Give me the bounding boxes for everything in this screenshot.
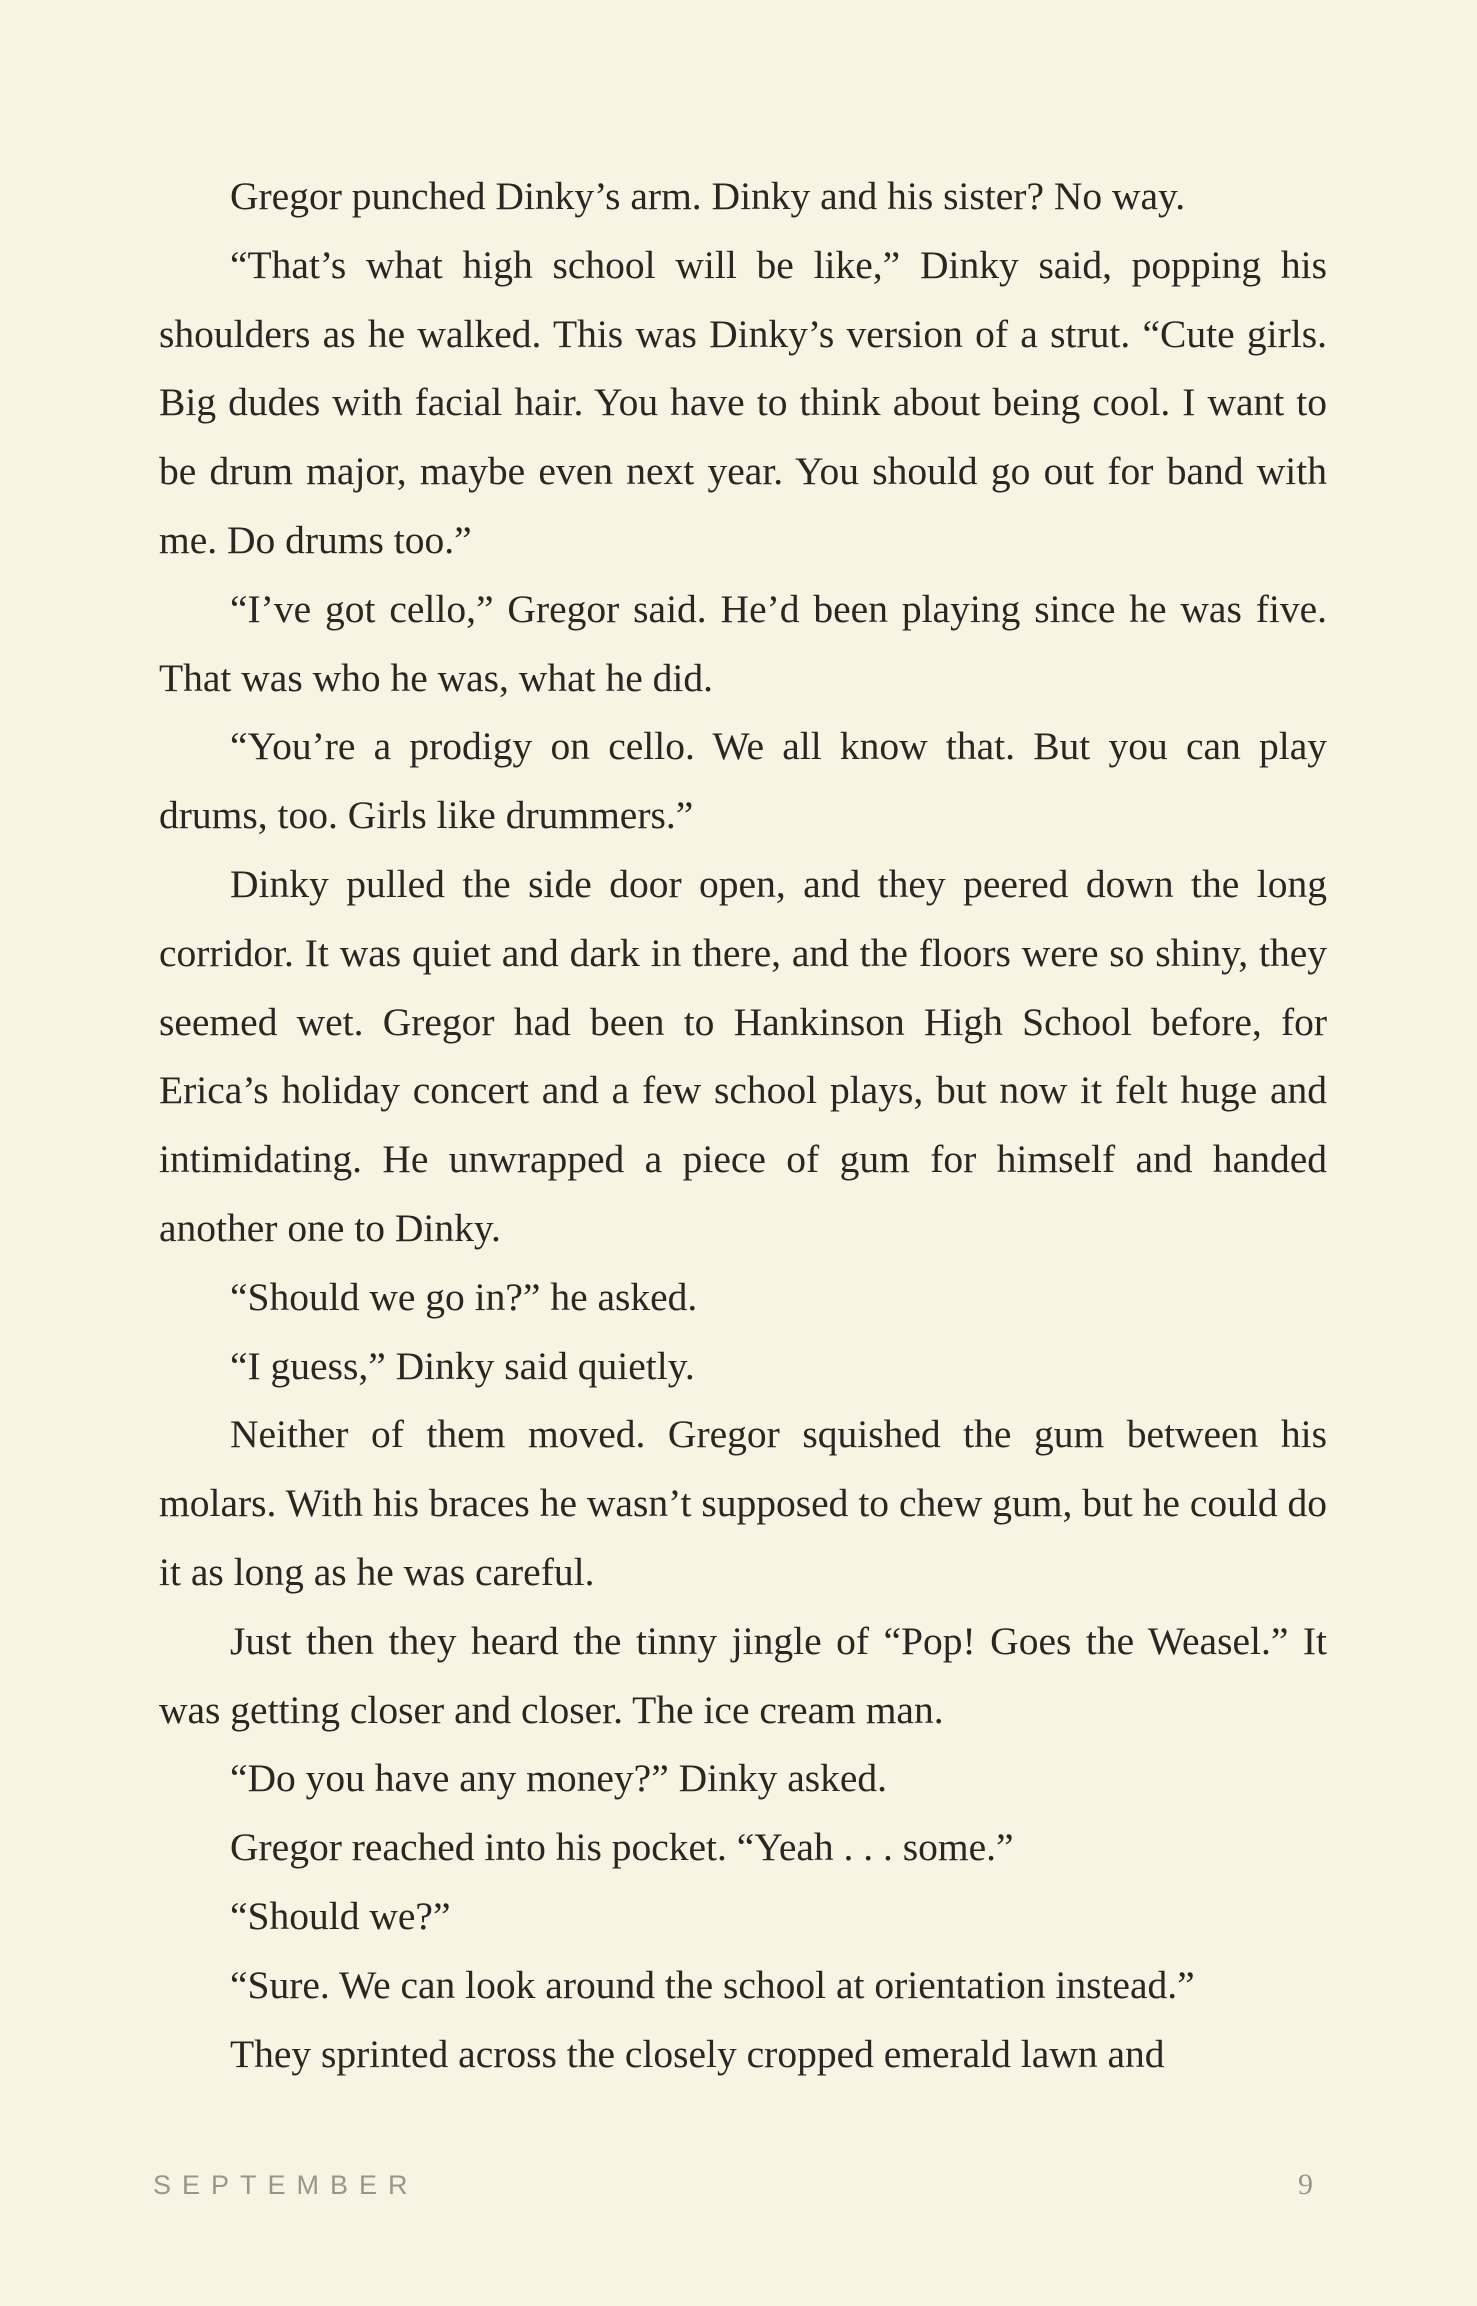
paragraph-12: “Should we?”: [230, 1893, 451, 1938]
paragraph-6: “Should we go in?” he asked.: [230, 1274, 698, 1319]
paragraph-7: “I guess,” Dinky said quietly.: [230, 1343, 695, 1388]
paragraph-4: “You’re a prodigy on cello. We all know that. But you can play drums, too. Girls like drummers.”: [159, 724, 1327, 838]
paragraph-2: “That’s what high school will be like,” Dinky said, popping his shoulders as he walked. This was Dinky’s version of a strut. “Cute girls. Big dudes with facial hair. You have to think about being cool. I want to be drum major, maybe even next year. You should go out for band with me. Do drums too.”: [159, 242, 1327, 562]
paragraph-9: Just then they heard the tinny jingle of “Pop! Goes the Weasel.” It was getting closer and closer. The ice cream man.: [159, 1618, 1327, 1732]
page-number: 9: [1298, 2168, 1313, 2201]
paragraph-5: Dinky pulled the side door open, and they peered down the long corridor. It was quiet and dark in there, and the floors were so shiny, they seemed wet. Gregor had been to Hankinson High School before, for Erica’s holiday concert and a few school plays, but now it felt huge and intimidating. He unwrapped a piece of gum for himself and handed another one to Dinky.: [159, 861, 1327, 1250]
paragraph-10: “Do you have any money?” Dinky asked.: [230, 1756, 888, 1801]
paragraph-3: “I’ve got cello,” Gregor said. He’d been playing since he was five. That was who he was, what he did.: [159, 586, 1327, 700]
running-head: SEPTEMBER: [153, 2170, 419, 2200]
paragraph-13: “Sure. We can look around the school at orientation instead.”: [230, 1962, 1195, 2007]
body-text: [159, 162, 1327, 2088]
paragraph-1: Gregor punched Dinky’s arm. Dinky and his sister? No way.: [230, 174, 1186, 218]
paragraph-14: They sprinted across the closely cropped emerald lawn and: [230, 2031, 1165, 2076]
paragraph-11: Gregor reached into his pocket. “Yeah . . . some.”: [230, 1825, 1014, 1870]
paragraph-8: Neither of them moved. Gregor squished the gum between his molars. With his braces he wasn’t supposed to chew gum, but he could do it as long as he was careful.: [159, 1412, 1327, 1594]
